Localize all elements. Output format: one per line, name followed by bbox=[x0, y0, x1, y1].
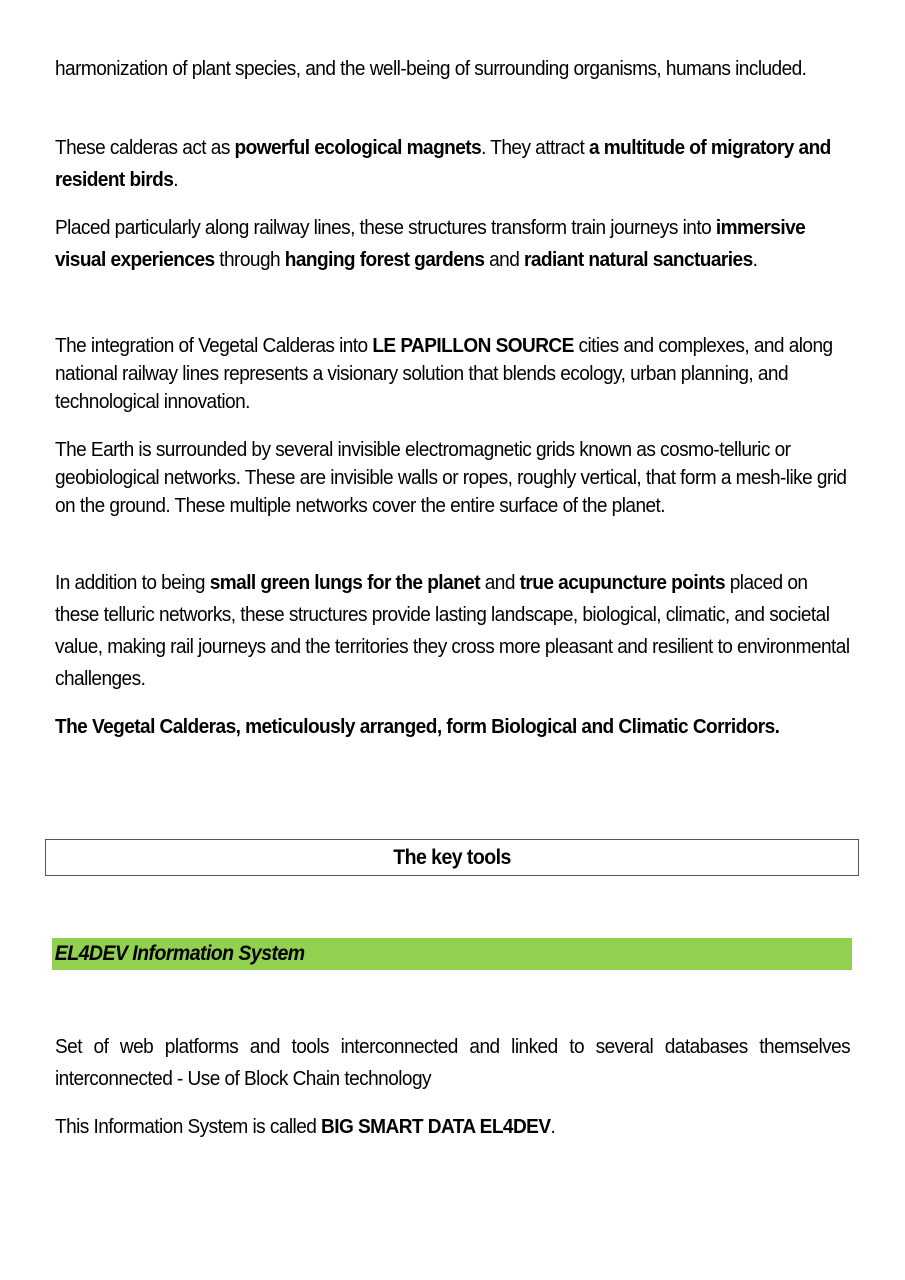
text: . They attract bbox=[481, 136, 589, 159]
text: placed on these telluric networks, these structures provide lasting landscape, biological, climatic, and societal value, making rail journeys and the territories they cross more pleasant and resilient to environmental challenges. bbox=[55, 571, 850, 690]
key-tools-box bbox=[45, 839, 859, 876]
text: These calderas act as bbox=[55, 136, 235, 159]
paragraph-ecological-magnets bbox=[55, 132, 850, 196]
bold-text: LE PAPILLON SOURCE bbox=[372, 334, 574, 357]
paragraph-railway-lines bbox=[55, 212, 850, 276]
section-header-bar bbox=[52, 938, 852, 970]
section-title: EL4DEV Information System bbox=[54, 942, 305, 965]
paragraph-integration bbox=[55, 332, 850, 416]
bold-text: hanging forest gardens bbox=[284, 248, 485, 271]
text: and bbox=[484, 248, 524, 271]
text: . bbox=[752, 248, 758, 271]
paragraph-big-smart-data bbox=[55, 1111, 850, 1143]
bold-text: The Vegetal Calderas, meticulously arranged, form Biological and Climatic Corridors. bbox=[55, 715, 780, 738]
paragraph-humans-included bbox=[55, 53, 850, 85]
text: . bbox=[173, 168, 179, 191]
text: and bbox=[480, 571, 520, 594]
bold-text: radiant natural sanctuaries bbox=[523, 248, 753, 271]
bold-text: BIG SMART DATA EL4DEV bbox=[321, 1115, 551, 1138]
paragraph-telluric-networks bbox=[55, 436, 850, 520]
text: This Information System is called bbox=[55, 1115, 322, 1138]
bold-text: true acupuncture points bbox=[519, 571, 726, 594]
text: In addition to being bbox=[55, 571, 210, 594]
text: through bbox=[214, 248, 285, 271]
bold-text: immersive visual experiences bbox=[55, 216, 806, 271]
bold-text: a multitude of migratory and resident birds bbox=[55, 136, 831, 191]
paragraph-green-lungs bbox=[55, 567, 850, 695]
paragraph-web-platforms bbox=[55, 1031, 850, 1095]
text: Placed particularly along railway lines, these structures transform train journeys into bbox=[55, 216, 716, 239]
text: . bbox=[550, 1115, 556, 1138]
text: harmonization of plant species, and the well-being of surrounding organisms, humans included. bbox=[55, 57, 807, 80]
bold-text: powerful ecological magnets bbox=[234, 136, 482, 159]
text: Set of web platforms and tools interconnected and linked to several databases themselves interconnected - Use of Block Chain technology bbox=[55, 1035, 851, 1090]
paragraph-corridors bbox=[55, 711, 850, 743]
key-tools-title: The key tools bbox=[393, 846, 511, 869]
text: The integration of Vegetal Calderas into bbox=[55, 334, 373, 357]
text: The Earth is surrounded by several invisible electromagnetic grids known as cosmo-telluric or geobiological networks. These are invisible walls or ropes, roughly vertical, that form a mesh-like grid on the ground. These multiple networks cover the entire surface of the planet. bbox=[55, 438, 847, 517]
text: cities and complexes, and along national railway lines represents a visionary solution that blends ecology, urban planning, and technological innovation. bbox=[55, 334, 833, 413]
bold-text: small green lungs for the planet bbox=[209, 571, 481, 594]
